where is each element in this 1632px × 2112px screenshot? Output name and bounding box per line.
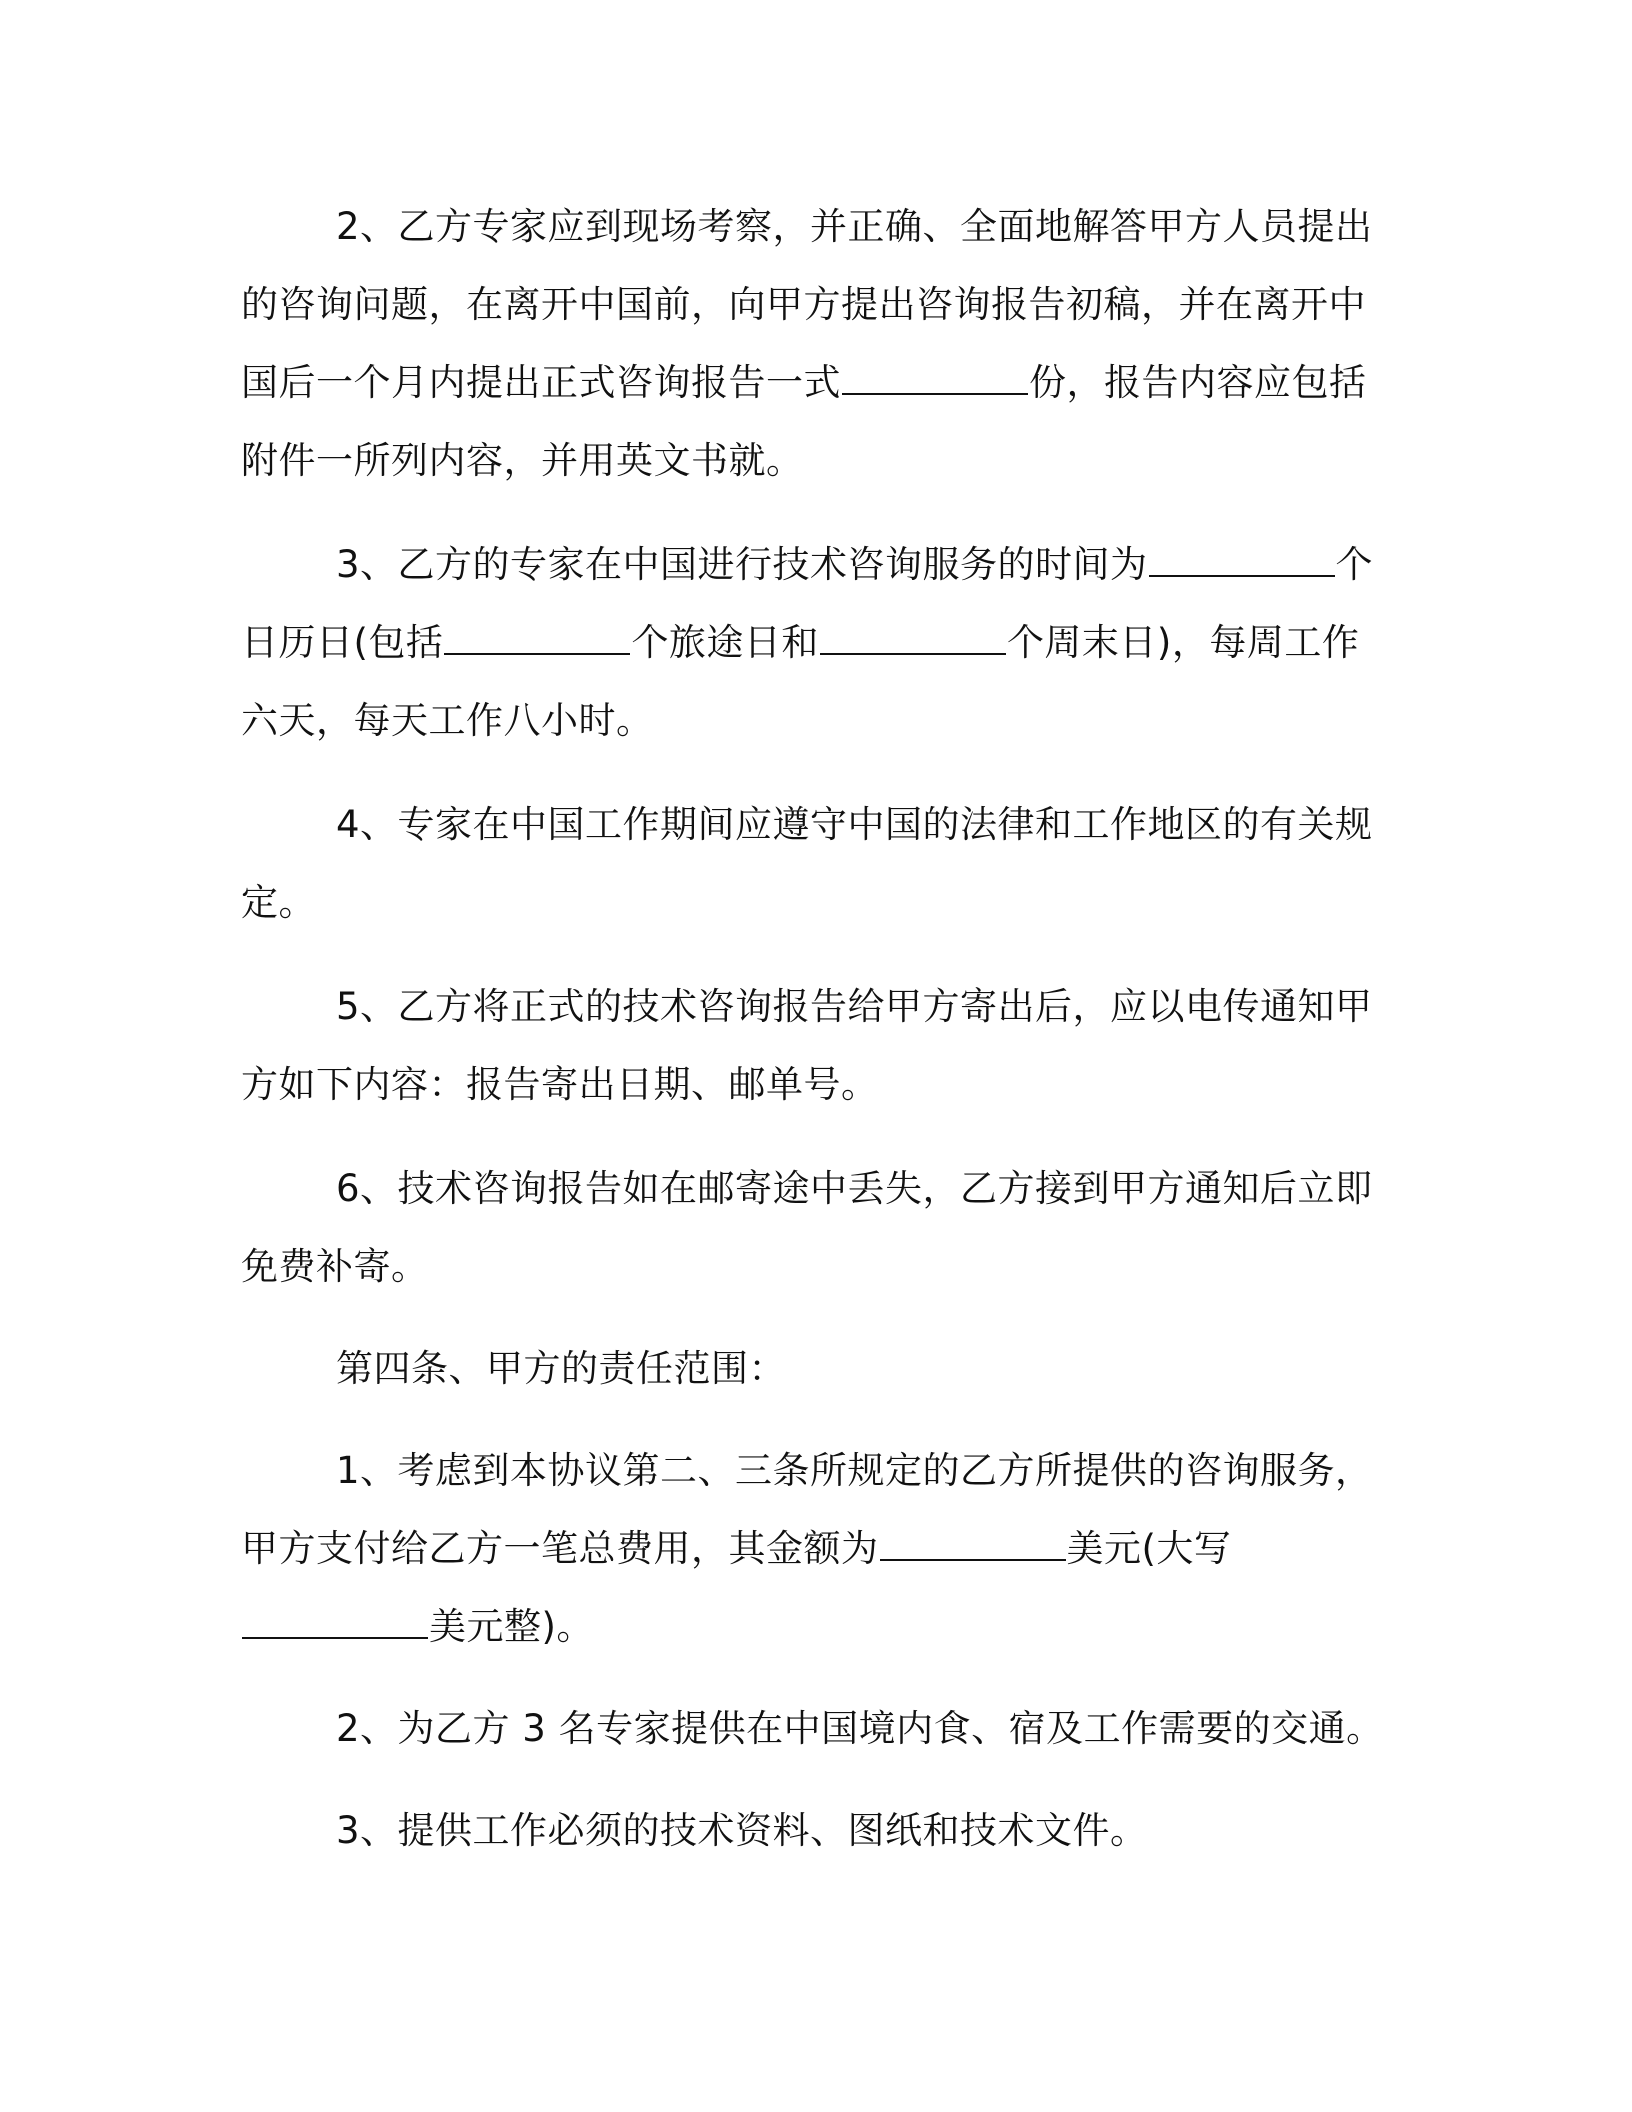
fill-in-blank[interactable]	[444, 625, 630, 655]
paragraph-text: 个旅途日和	[631, 621, 819, 664]
fill-in-blank[interactable]	[880, 1531, 1066, 1561]
duty-item-2	[241, 1690, 1391, 1768]
paragraph-item-5	[241, 968, 1391, 1124]
duty-item-1	[241, 1432, 1391, 1666]
fill-in-blank[interactable]	[820, 625, 1006, 655]
paragraph-text: 3、乙方的专家在中国进行技术咨询服务的时间为	[336, 543, 1148, 586]
paragraph-text: 6、技术咨询报告如在邮寄途中丢失，乙方接到甲方通知后立即免费补寄。	[241, 1167, 1373, 1288]
paragraph-text: 2、乙方专家应到现场考察，并正确、全面地解答甲方人员提出的咨询问题，在离开中国前，向甲方提出咨询报告初稿，并在离开中国后一个月内提出正式咨询报告一式	[241, 205, 1373, 404]
paragraph-item-3	[241, 526, 1391, 760]
paragraph-text: 美元(大写	[1066, 1527, 1232, 1570]
document-body	[241, 188, 1391, 1870]
paragraph-text: 个日历日(包括	[241, 543, 1374, 664]
fill-in-blank[interactable]	[842, 365, 1028, 395]
article-heading	[241, 1330, 1391, 1408]
paragraph-text: 份，报告内容应包括附件一所列内容，并用英文书就。	[241, 361, 1367, 482]
paragraph-text: 1、考虑到本协议第二、三条所规定的乙方所提供的咨询服务，甲方支付给乙方一笔总费用，其金额为	[241, 1449, 1373, 1570]
paragraph-item-2	[241, 188, 1391, 500]
fill-in-blank[interactable]	[242, 1609, 428, 1639]
paragraph-text: 个周末日)，每周工作六天，每天工作八小时。	[241, 621, 1360, 742]
paragraph-text: 4、专家在中国工作期间应遵守中国的法律和工作地区的有关规定。	[241, 803, 1373, 924]
duty-item-3	[241, 1792, 1391, 1870]
paragraph-item-4	[241, 786, 1391, 942]
article-title: 第四条、甲方的责任范围：	[336, 1347, 786, 1390]
paragraph-item-6	[241, 1150, 1391, 1306]
paragraph-text: 2、为乙方 3 名专家提供在中国境内食、宿及工作需要的交通。	[336, 1707, 1384, 1750]
paragraph-text: 3、提供工作必须的技术资料、图纸和技术文件。	[336, 1809, 1148, 1852]
paragraph-text: 美元整)。	[429, 1605, 594, 1648]
paragraph-text: 5、乙方将正式的技术咨询报告给甲方寄出后，应以电传通知甲方如下内容：报告寄出日期、邮单号。	[241, 985, 1373, 1106]
fill-in-blank[interactable]	[1149, 547, 1335, 577]
